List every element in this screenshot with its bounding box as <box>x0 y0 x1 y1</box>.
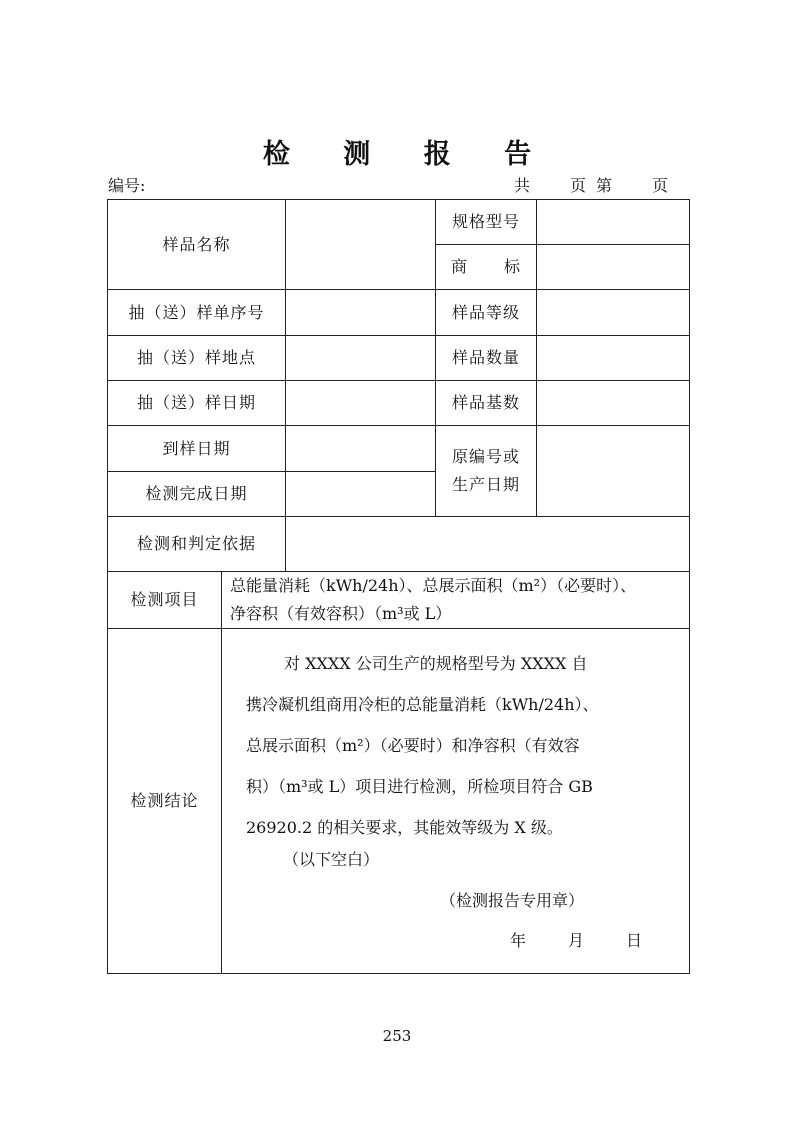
conclusion-line-4: 积）（m³或 L）项目进行检测，所检项目符合 GB <box>246 777 593 796</box>
cell-finish-date: 检测完成日期 <box>145 484 248 503</box>
cell-brand <box>436 245 536 289</box>
col-line <box>221 571 222 974</box>
report-number-label: 编号: <box>108 176 146 195</box>
page-count <box>514 173 668 196</box>
cell-conclusion-label: 检测结论 <box>130 791 199 810</box>
conclusion-line-2: 携冷凝机组商用冷柜的总能量消耗（kWh/24h）、 <box>246 695 599 714</box>
cell-basis: 检测和判定依据 <box>136 534 256 553</box>
items-line-2: 净容积（有效容积）（m³或 L） <box>230 604 452 623</box>
cell-sampling-no: 抽（送）样单序号 <box>128 302 265 322</box>
signature-date <box>510 928 642 951</box>
conclusion-line-5: 26920.2 的相关要求，其能效等级为 X 级。 <box>246 818 563 837</box>
cell-base: 样品基数 <box>451 393 520 412</box>
cell-sampling-place: 抽（送）样地点 <box>136 348 256 367</box>
cell-items-label: 检测项目 <box>130 590 199 609</box>
report-title: 检 测 报 告 <box>262 139 554 170</box>
cell-arrival-date: 到样日期 <box>162 438 231 458</box>
col-line <box>285 199 286 572</box>
cell-quantity: 样品数量 <box>451 348 520 367</box>
year-label: 年 <box>510 931 527 950</box>
conclusion-text <box>246 643 676 848</box>
brand-char-1: 商 <box>450 257 468 276</box>
brand-char-2: 标 <box>504 257 522 276</box>
cell-orig-no <box>436 426 536 516</box>
blank-note: （以下空白） <box>283 850 380 869</box>
conclusion-line-1: 对 XXXX 公司生产的规格型号为 XXXX 自 <box>284 654 588 673</box>
page-number: 253 <box>382 1027 412 1045</box>
items-line-1: 总能量消耗（kWh/24h）、总展示面积（m²）（必要时）、 <box>230 576 637 595</box>
col-line <box>536 199 537 517</box>
orig-no-line-2: 生产日期 <box>451 475 520 494</box>
cell-items-value <box>230 572 690 628</box>
cell-sampling-date: 抽（送）样日期 <box>136 393 256 412</box>
month-label: 月 <box>568 931 585 950</box>
cell-model: 规格型号 <box>451 212 520 231</box>
page-label: 页 <box>569 176 586 195</box>
conclusion-line-3: 总展示面积（m²）（必要时）和净容积（有效容 <box>246 736 580 755</box>
stamp-note: （检测报告专用章） <box>440 891 585 910</box>
page-label-2: 页 <box>651 176 668 195</box>
orig-no-line-1: 原编号或 <box>451 447 520 466</box>
day-label: 日 <box>626 931 643 950</box>
nth-label: 第 <box>595 176 612 195</box>
total-label: 共 <box>513 176 530 195</box>
table-border-bottom <box>107 973 690 974</box>
cell-grade: 样品等级 <box>451 302 520 322</box>
cell-sample-name: 样品名称 <box>162 234 231 254</box>
